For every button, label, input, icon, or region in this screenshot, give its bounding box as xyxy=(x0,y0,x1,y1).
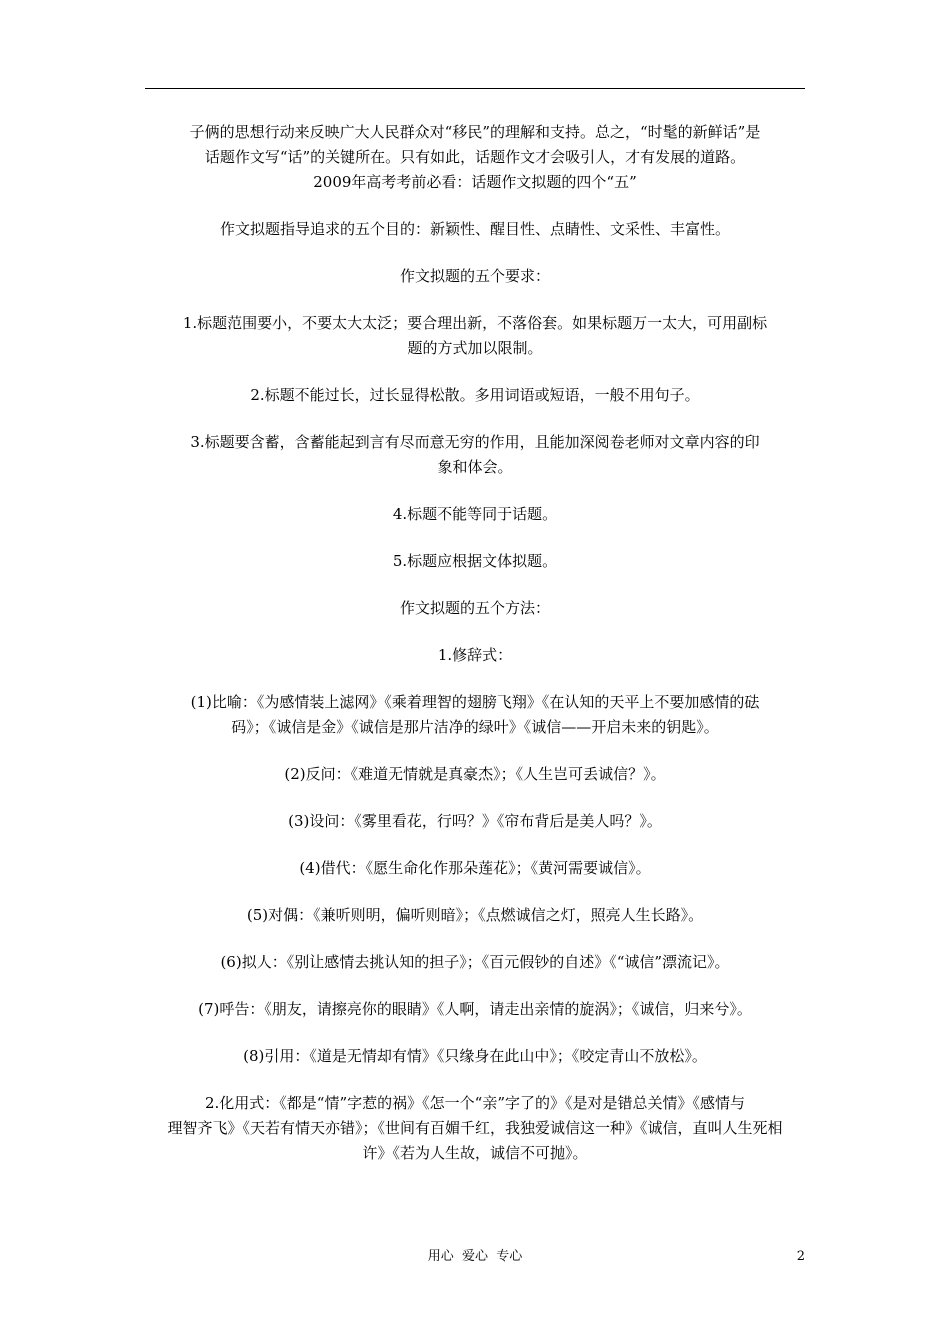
text-line: (3)设问：《雾里看花，行吗？》《帘布背后是美人吗？》。 xyxy=(288,812,662,830)
list-item xyxy=(145,1091,805,1166)
text-line: 象和体会。 xyxy=(437,458,513,476)
document-body xyxy=(145,120,805,1166)
text-line: 4.标题不能等同于话题。 xyxy=(392,505,558,523)
list-item xyxy=(145,311,805,361)
text-line: (8)引用：《道是无情却有情》《只缘身在此山中》；《咬定青山不放松》。 xyxy=(243,1047,707,1065)
section-heading xyxy=(145,170,805,195)
text-line: 1.修辞式： xyxy=(437,646,513,664)
list-item xyxy=(145,383,805,408)
text-line: 作文拟题指导追求的五个目的：新颖性、醒目性、点睛性、文采性、丰富性。 xyxy=(219,220,730,238)
text-line: (5)对偶：《兼听则明，偏听则暗》；《点燃诚信之灯，照亮人生长路》。 xyxy=(246,906,704,924)
text-line: 作文拟题的五个要求： xyxy=(399,267,550,285)
text-line: 1.标题范围要小，不要太大太泛；要合理出新，不落俗套。如果标题万一太大，可用副标 xyxy=(182,314,768,332)
list-item xyxy=(145,430,805,480)
text-line: (1)比喻：《为感情装上滤网》《乘着理智的翅膀飞翔》《在认知的天平上不要加感情的砝 xyxy=(190,693,760,711)
text-line: 理智齐飞》《天若有情天亦错》；《世间有百媚千红，我独爱诚信这一种》《诚信，直叫人生死相 xyxy=(167,1119,783,1137)
text-line: 码》；《诚信是金》《诚信是那片洁净的绿叶》《诚信——开启未来的钥匙》。 xyxy=(231,718,719,736)
list-item xyxy=(145,549,805,574)
list-item xyxy=(145,762,805,787)
section-heading xyxy=(145,596,805,621)
text-line: (4)借代：《愿生命化作那朵莲花》；《黄河需要诚信》。 xyxy=(299,859,651,877)
text-line: (7)呼告：《朋友，请擦亮你的眼睛》《人啊，请走出亲情的旋涡》；《诚信，归来兮》。 xyxy=(198,1000,752,1018)
text-line: 2.标题不能过长，过长显得松散。多用词语或短语，一般不用句子。 xyxy=(250,386,700,404)
list-item xyxy=(145,856,805,881)
list-item xyxy=(145,1044,805,1069)
page-number: 2 xyxy=(796,1249,805,1264)
text-line: (2)反问：《难道无情就是真豪杰》；《人生岂可丢诚信？》。 xyxy=(284,765,666,783)
list-item xyxy=(145,997,805,1022)
header-rule xyxy=(145,88,805,89)
paragraph xyxy=(145,217,805,242)
text-line: 2009年高考考前必看：话题作文拟题的四个“五” xyxy=(313,173,637,191)
section-heading xyxy=(145,264,805,289)
text-line: 作文拟题的五个方法： xyxy=(399,599,550,617)
text-line: 子俩的思想行动来反映广大人民群众对“移民”的理解和支持。总之，“时髦的新鲜话”是 xyxy=(189,123,761,141)
text-line: 许》《若为人生故，诚信不可抛》。 xyxy=(362,1144,588,1162)
list-item xyxy=(145,903,805,928)
footer-motto: 用心 爱心 专心 xyxy=(427,1249,523,1264)
list-item xyxy=(145,502,805,527)
text-line: 2.化用式：《都是“情”字惹的祸》《怎一个“亲”字了的》《是对是错总关情》《感情与 xyxy=(205,1094,745,1112)
text-line: 5.标题应根据文体拟题。 xyxy=(392,552,558,570)
list-item xyxy=(145,643,805,668)
text-line: 话题作文写“话”的关键所在。只有如此，话题作文才会吸引人，才有发展的道路。 xyxy=(204,148,746,166)
list-item xyxy=(145,690,805,740)
list-item xyxy=(145,950,805,975)
list-item xyxy=(145,809,805,834)
text-line: 题的方式加以限制。 xyxy=(407,339,543,357)
text-line: (6)拟人：《别让感情去挑认知的担子》；《百元假钞的自述》《“诚信”漂流记》。 xyxy=(220,953,730,971)
text-line: 3.标题要含蓄，含蓄能起到言有尽而意无穷的作用，且能加深阅卷老师对文章内容的印 xyxy=(190,433,760,451)
paragraph xyxy=(145,120,805,170)
